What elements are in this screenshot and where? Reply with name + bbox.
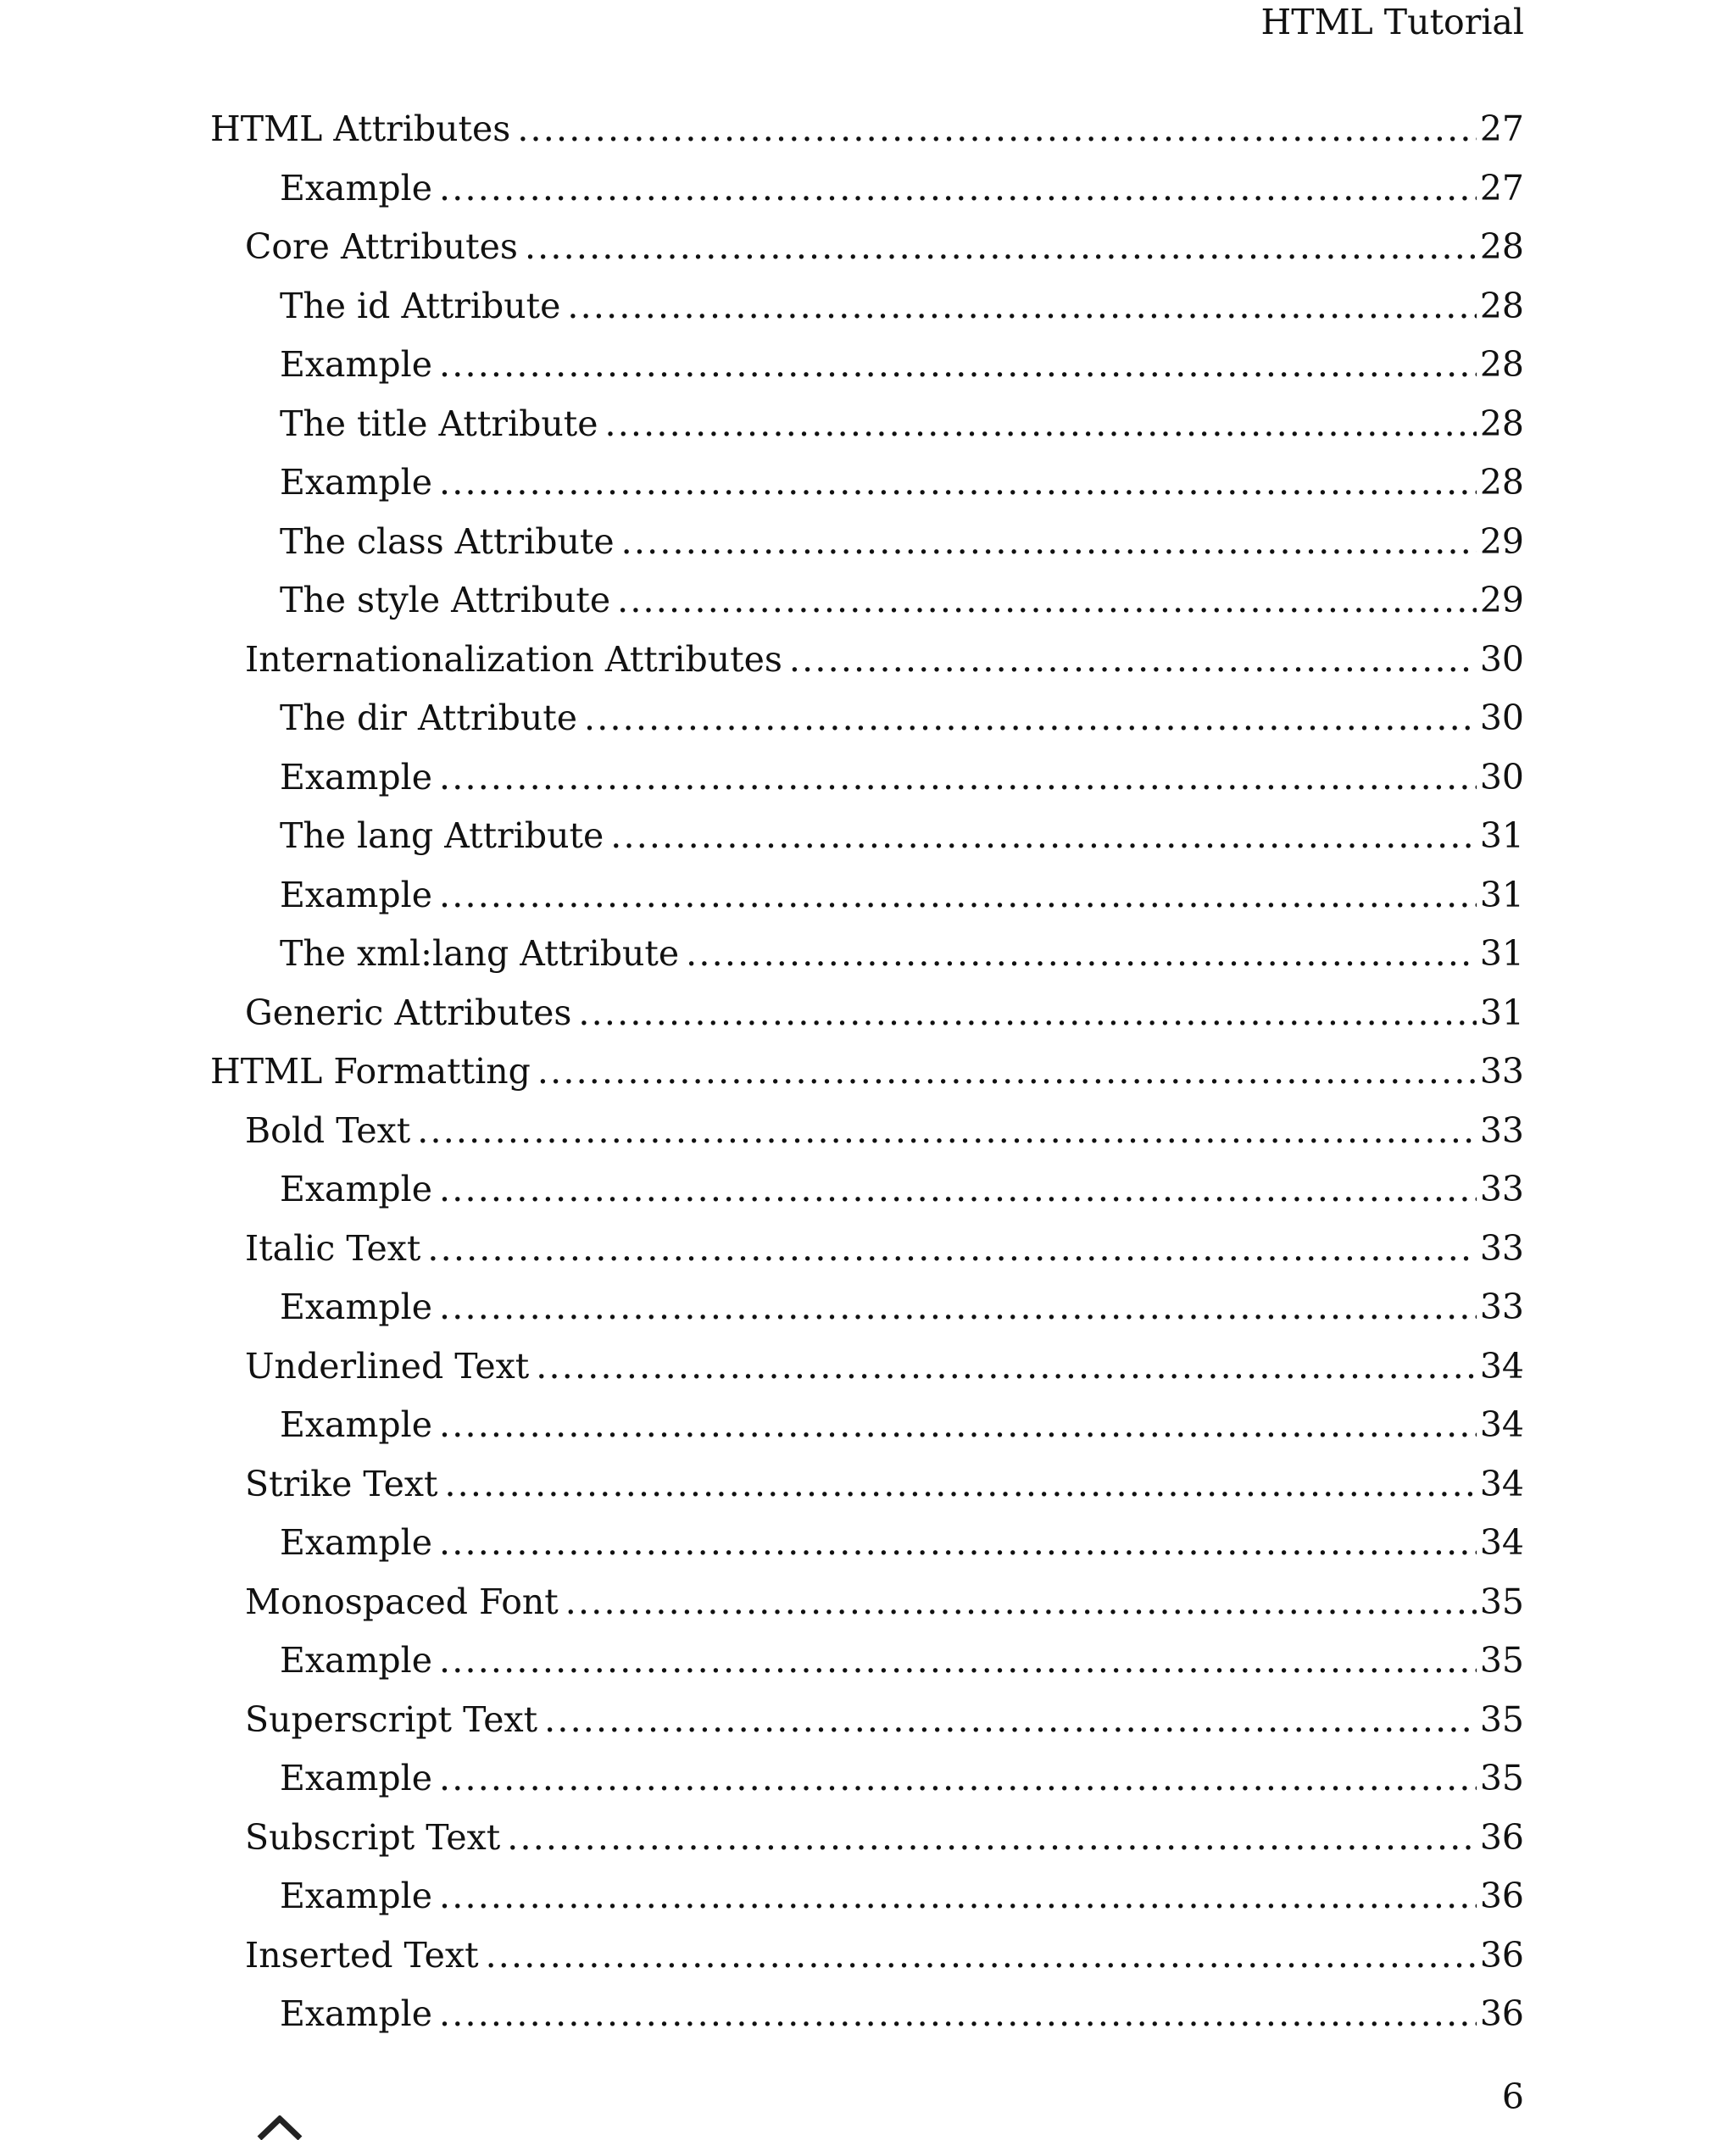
toc-dot-leader bbox=[427, 1220, 1476, 1279]
chevron-up-icon bbox=[254, 2115, 305, 2140]
toc-dot-leader bbox=[439, 1396, 1477, 1455]
toc-entry[interactable] bbox=[210, 1042, 1524, 1102]
toc-entry-page: 28 bbox=[1479, 226, 1524, 267]
toc-entry-title: HTML Attributes bbox=[210, 108, 511, 149]
toc-entry-page: 31 bbox=[1479, 933, 1524, 974]
toc-entry[interactable] bbox=[210, 689, 1524, 748]
toc-dot-leader bbox=[621, 513, 1477, 572]
toc-entry-page: 33 bbox=[1479, 1051, 1524, 1092]
toc-entry-page: 29 bbox=[1479, 580, 1524, 620]
toc-entry-page: 34 bbox=[1479, 1522, 1524, 1563]
toc-entry[interactable] bbox=[210, 925, 1524, 984]
toc-entry-title: The class Attribute bbox=[280, 520, 615, 562]
toc-entry-title: Core Attributes bbox=[245, 226, 518, 267]
toc-entry-page: 30 bbox=[1479, 638, 1524, 680]
toc-entry-title: Superscript Text bbox=[245, 1698, 538, 1740]
toc-dot-leader bbox=[439, 453, 1477, 513]
toc-entry-title: Example bbox=[280, 167, 432, 208]
toc-entry-title: The style Attribute bbox=[280, 580, 611, 620]
toc-entry[interactable] bbox=[210, 1631, 1524, 1691]
toc-entry-page: 28 bbox=[1479, 403, 1524, 444]
toc-entry-title: Example bbox=[280, 462, 432, 503]
toc-entry-page: 35 bbox=[1479, 1758, 1524, 1798]
toc-dot-leader bbox=[525, 218, 1477, 277]
toc-dot-leader bbox=[536, 1337, 1477, 1397]
toc-entry-page: 33 bbox=[1479, 1109, 1524, 1151]
table-of-contents bbox=[210, 100, 1524, 2044]
toc-entry-title: The title Attribute bbox=[280, 403, 598, 444]
toc-entry[interactable] bbox=[210, 748, 1524, 808]
toc-entry[interactable] bbox=[210, 984, 1524, 1043]
toc-dot-leader bbox=[578, 984, 1476, 1043]
toc-entry-title: Italic Text bbox=[245, 1227, 421, 1269]
toc-entry[interactable] bbox=[210, 631, 1524, 690]
toc-entry-page: 36 bbox=[1479, 1934, 1524, 1976]
toc-entry[interactable] bbox=[210, 218, 1524, 277]
toc-entry-page: 29 bbox=[1479, 520, 1524, 562]
toc-dot-leader bbox=[439, 1867, 1477, 1926]
toc-entry-page: 28 bbox=[1479, 285, 1524, 326]
toc-entry-page: 30 bbox=[1479, 698, 1524, 738]
toc-entry-page: 36 bbox=[1479, 1876, 1524, 1916]
toc-entry-title: Example bbox=[280, 1169, 432, 1209]
toc-entry[interactable] bbox=[210, 1514, 1524, 1573]
toc-entry-page: 33 bbox=[1479, 1227, 1524, 1269]
toc-dot-leader bbox=[439, 336, 1477, 395]
toc-entry-title: Example bbox=[280, 1522, 432, 1563]
toc-entry[interactable] bbox=[210, 395, 1524, 454]
toc-dot-leader bbox=[417, 1102, 1477, 1161]
toc-entry-page: 28 bbox=[1479, 462, 1524, 503]
toc-entry-page: 27 bbox=[1479, 167, 1524, 208]
toc-entry[interactable] bbox=[210, 453, 1524, 513]
toc-dot-leader bbox=[444, 1455, 1476, 1515]
toc-entry-title: Example bbox=[280, 1758, 432, 1798]
toc-entry-title: Example bbox=[280, 1876, 432, 1916]
toc-entry-title: The lang Attribute bbox=[280, 815, 604, 856]
toc-dot-leader bbox=[439, 1631, 1477, 1691]
toc-entry-page: 34 bbox=[1479, 1404, 1524, 1445]
toc-entry-title: Strike Text bbox=[245, 1463, 438, 1504]
toc-entry[interactable] bbox=[210, 1926, 1524, 1986]
toc-entry-title: Example bbox=[280, 1640, 432, 1681]
toc-entry[interactable] bbox=[210, 807, 1524, 866]
toc-dot-leader bbox=[537, 1042, 1477, 1102]
toc-entry[interactable] bbox=[210, 1278, 1524, 1337]
toc-entry-page: 33 bbox=[1479, 1169, 1524, 1209]
toc-entry-title: Underlined Text bbox=[245, 1345, 530, 1387]
toc-entry[interactable] bbox=[210, 1220, 1524, 1279]
toc-dot-leader bbox=[789, 631, 1477, 690]
toc-entry-title: Generic Attributes bbox=[245, 992, 572, 1033]
toc-entry[interactable] bbox=[210, 571, 1524, 631]
toc-entry-title: Example bbox=[280, 1993, 432, 2034]
toc-dot-leader bbox=[617, 571, 1477, 631]
toc-entry-title: Monospaced Font bbox=[245, 1581, 559, 1622]
toc-entry[interactable] bbox=[210, 277, 1524, 336]
toc-dot-leader bbox=[544, 1691, 1477, 1750]
toc-entry[interactable] bbox=[210, 336, 1524, 395]
toc-dot-leader bbox=[439, 159, 1477, 219]
toc-entry-title: Subscript Text bbox=[245, 1816, 501, 1858]
toc-dot-leader bbox=[565, 1573, 1477, 1632]
toc-entry-title: Inserted Text bbox=[245, 1934, 479, 1976]
toc-entry-title: Example bbox=[280, 1287, 432, 1327]
toc-entry-page: 35 bbox=[1479, 1640, 1524, 1681]
toc-entry[interactable] bbox=[210, 513, 1524, 572]
toc-entry[interactable] bbox=[210, 1985, 1524, 2044]
toc-entry-page: 36 bbox=[1479, 1993, 1524, 2034]
toc-entry-page: 31 bbox=[1479, 815, 1524, 856]
toc-entry-page: 34 bbox=[1479, 1345, 1524, 1387]
toc-entry[interactable] bbox=[210, 866, 1524, 925]
toc-entry-title: The xml:lang Attribute bbox=[280, 933, 680, 974]
toc-entry-title: Example bbox=[280, 756, 432, 798]
toc-dot-leader bbox=[486, 1926, 1477, 1986]
toc-entry-title: Bold Text bbox=[245, 1109, 411, 1151]
toc-entry-page: 31 bbox=[1479, 874, 1524, 915]
toc-entry[interactable] bbox=[210, 1455, 1524, 1515]
toc-dot-leader bbox=[439, 1749, 1477, 1809]
toc-entry[interactable] bbox=[210, 1867, 1524, 1926]
toc-entry-page: 28 bbox=[1479, 344, 1524, 385]
toc-entry[interactable] bbox=[210, 1573, 1524, 1632]
toc-dot-leader bbox=[610, 807, 1477, 866]
toc-dot-leader bbox=[686, 925, 1477, 984]
toc-entry-page: 36 bbox=[1479, 1816, 1524, 1858]
toc-dot-leader bbox=[439, 748, 1477, 808]
toc-dot-leader bbox=[439, 1278, 1477, 1337]
toc-dot-leader bbox=[439, 866, 1477, 925]
toc-entry-page: 35 bbox=[1479, 1698, 1524, 1740]
toc-dot-leader bbox=[439, 1160, 1477, 1220]
toc-dot-leader bbox=[584, 689, 1477, 748]
toc-entry-title: The id Attribute bbox=[280, 285, 561, 326]
toc-entry[interactable] bbox=[210, 100, 1524, 159]
toc-dot-leader bbox=[439, 1985, 1477, 2044]
toc-entry-title: Example bbox=[280, 1404, 432, 1445]
toc-entry-page: 35 bbox=[1479, 1581, 1524, 1622]
toc-entry-page: 34 bbox=[1479, 1463, 1524, 1504]
toc-entry[interactable] bbox=[210, 1749, 1524, 1809]
toc-entry-page: 30 bbox=[1479, 756, 1524, 798]
toc-dot-leader bbox=[517, 100, 1477, 159]
page-number: 6 bbox=[1501, 2076, 1524, 2117]
toc-dot-leader bbox=[567, 277, 1476, 336]
toc-entry[interactable] bbox=[210, 1337, 1524, 1397]
toc-entry-title: Internationalization Attributes bbox=[245, 638, 782, 680]
toc-entry[interactable] bbox=[210, 1102, 1524, 1161]
toc-entry[interactable] bbox=[210, 1160, 1524, 1220]
toc-entry-title: The dir Attribute bbox=[280, 698, 577, 738]
toc-entry-title: Example bbox=[280, 344, 432, 385]
toc-entry[interactable] bbox=[210, 1396, 1524, 1455]
toc-entry[interactable] bbox=[210, 1691, 1524, 1750]
toc-entry-page: 33 bbox=[1479, 1287, 1524, 1327]
toc-dot-leader bbox=[507, 1809, 1477, 1868]
toc-entry[interactable] bbox=[210, 1809, 1524, 1868]
toc-entry-title: HTML Formatting bbox=[210, 1051, 531, 1092]
toc-dot-leader bbox=[604, 395, 1476, 454]
toc-entry-title: Example bbox=[280, 874, 432, 915]
toc-entry[interactable] bbox=[210, 159, 1524, 219]
scroll-up-button[interactable] bbox=[254, 2115, 305, 2140]
toc-entry-page: 31 bbox=[1479, 992, 1524, 1033]
toc-entry-page: 27 bbox=[1479, 108, 1524, 149]
running-header-title: HTML Tutorial bbox=[1260, 2, 1524, 42]
toc-dot-leader bbox=[439, 1514, 1477, 1573]
